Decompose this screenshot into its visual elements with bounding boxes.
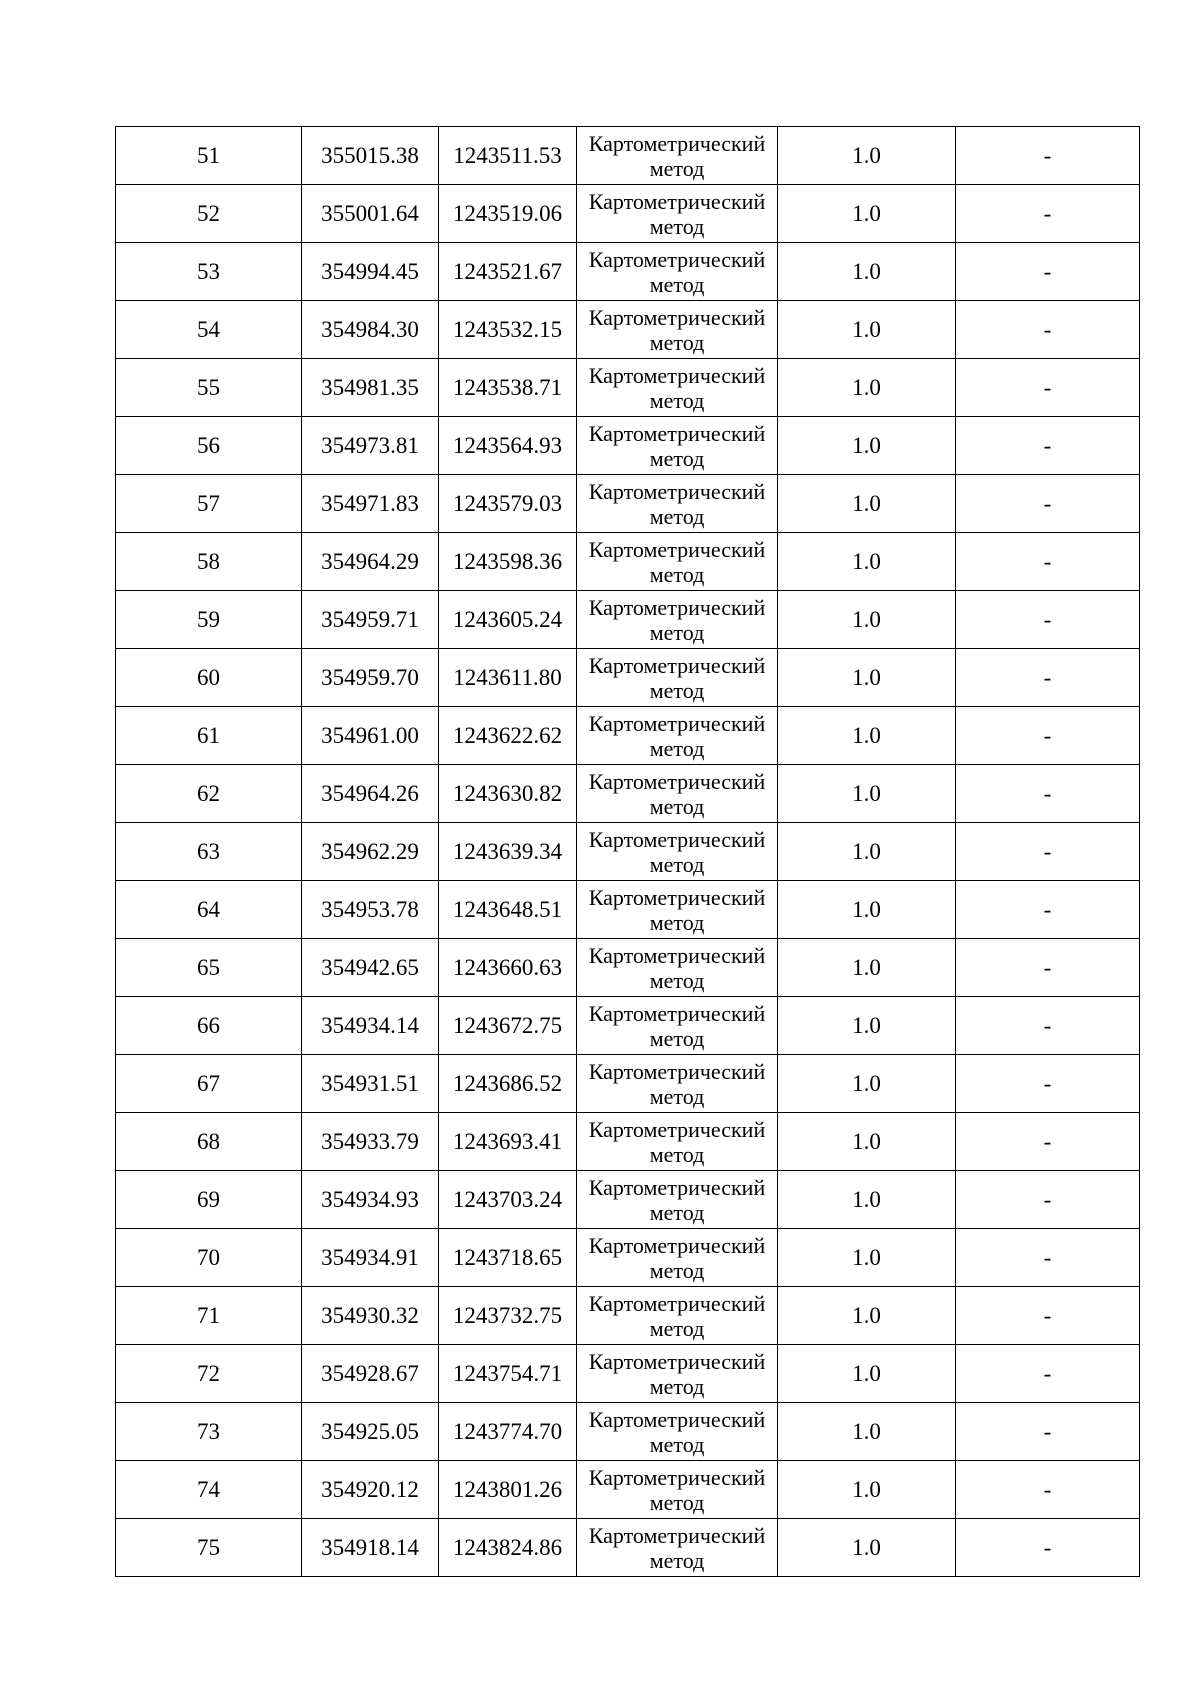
point-number-cell: 52 [116, 185, 302, 243]
x-coordinate-cell: 355015.38 [302, 127, 439, 185]
method-line-2: метод [649, 909, 705, 935]
table-row [116, 1403, 1140, 1461]
point-number-cell: 62 [116, 765, 302, 823]
point-number-cell: 75 [116, 1519, 302, 1577]
method-line-1: Картометрический [588, 942, 766, 968]
table-row [116, 1345, 1140, 1403]
x-coordinate-cell: 354959.70 [302, 649, 439, 707]
method-line-1: Картометрический [588, 536, 766, 562]
note-cell: - [956, 823, 1140, 881]
method-line-2: метод [649, 793, 705, 819]
table-row [116, 359, 1140, 417]
accuracy-cell: 1.0 [778, 997, 956, 1055]
accuracy-cell: 1.0 [778, 185, 956, 243]
note-cell: - [956, 359, 1140, 417]
point-number-cell: 66 [116, 997, 302, 1055]
note-cell: - [956, 1229, 1140, 1287]
y-coordinate-cell: 1243521.67 [439, 243, 577, 301]
accuracy-cell: 1.0 [778, 1287, 956, 1345]
method-cell [577, 939, 778, 997]
x-coordinate-cell: 354934.93 [302, 1171, 439, 1229]
method-line-1: Картометрический [588, 826, 766, 852]
note-cell: - [956, 1403, 1140, 1461]
note-cell: - [956, 649, 1140, 707]
point-number-cell: 51 [116, 127, 302, 185]
accuracy-cell: 1.0 [778, 1055, 956, 1113]
method-cell [577, 301, 778, 359]
y-coordinate-cell: 1243605.24 [439, 591, 577, 649]
accuracy-cell: 1.0 [778, 591, 956, 649]
method-cell [577, 359, 778, 417]
method-line-2: метод [649, 1489, 705, 1515]
y-coordinate-cell: 1243801.26 [439, 1461, 577, 1519]
note-cell: - [956, 475, 1140, 533]
y-coordinate-cell: 1243519.06 [439, 185, 577, 243]
y-coordinate-cell: 1243718.65 [439, 1229, 577, 1287]
method-line-2: метод [649, 155, 705, 181]
x-coordinate-cell: 354964.26 [302, 765, 439, 823]
accuracy-cell: 1.0 [778, 533, 956, 591]
method-line-1: Картометрический [588, 130, 766, 156]
x-coordinate-cell: 354933.79 [302, 1113, 439, 1171]
method-line-1: Картометрический [588, 1232, 766, 1258]
accuracy-cell: 1.0 [778, 707, 956, 765]
point-number-cell: 64 [116, 881, 302, 939]
note-cell: - [956, 1345, 1140, 1403]
note-cell: - [956, 243, 1140, 301]
accuracy-cell: 1.0 [778, 243, 956, 301]
accuracy-cell: 1.0 [778, 1461, 956, 1519]
note-cell: - [956, 591, 1140, 649]
method-line-1: Картометрический [588, 768, 766, 794]
point-number-cell: 67 [116, 1055, 302, 1113]
method-line-1: Картометрический [588, 246, 766, 272]
point-number-cell: 71 [116, 1287, 302, 1345]
x-coordinate-cell: 354984.30 [302, 301, 439, 359]
note-cell: - [956, 881, 1140, 939]
y-coordinate-cell: 1243622.62 [439, 707, 577, 765]
point-number-cell: 53 [116, 243, 302, 301]
table-row [116, 533, 1140, 591]
x-coordinate-cell: 354930.32 [302, 1287, 439, 1345]
y-coordinate-cell: 1243732.75 [439, 1287, 577, 1345]
method-line-1: Картометрический [588, 362, 766, 388]
y-coordinate-cell: 1243672.75 [439, 997, 577, 1055]
method-cell [577, 1403, 778, 1461]
point-number-cell: 63 [116, 823, 302, 881]
method-line-2: метод [649, 735, 705, 761]
method-line-2: метод [649, 1373, 705, 1399]
note-cell: - [956, 765, 1140, 823]
table-row [116, 1519, 1140, 1577]
method-line-2: метод [649, 387, 705, 413]
table-row [116, 1287, 1140, 1345]
note-cell: - [956, 127, 1140, 185]
x-coordinate-cell: 354973.81 [302, 417, 439, 475]
point-number-cell: 61 [116, 707, 302, 765]
method-line-1: Картометрический [588, 1406, 766, 1432]
method-line-1: Картометрический [588, 1464, 766, 1490]
coordinates-table [115, 126, 1140, 1577]
method-line-2: метод [649, 1199, 705, 1225]
method-cell [577, 1171, 778, 1229]
x-coordinate-cell: 354971.83 [302, 475, 439, 533]
method-cell [577, 533, 778, 591]
accuracy-cell: 1.0 [778, 1519, 956, 1577]
y-coordinate-cell: 1243630.82 [439, 765, 577, 823]
y-coordinate-cell: 1243639.34 [439, 823, 577, 881]
note-cell: - [956, 1113, 1140, 1171]
note-cell: - [956, 1171, 1140, 1229]
table-row [116, 881, 1140, 939]
table-row [116, 1171, 1140, 1229]
method-line-2: метод [649, 1315, 705, 1341]
method-cell [577, 1345, 778, 1403]
method-line-1: Картометрический [588, 1116, 766, 1142]
accuracy-cell: 1.0 [778, 823, 956, 881]
method-cell [577, 1229, 778, 1287]
table-row [116, 939, 1140, 997]
point-number-cell: 69 [116, 1171, 302, 1229]
x-coordinate-cell: 354942.65 [302, 939, 439, 997]
method-line-2: метод [649, 329, 705, 355]
method-line-2: метод [649, 619, 705, 645]
table-row [116, 1229, 1140, 1287]
x-coordinate-cell: 354962.29 [302, 823, 439, 881]
method-cell [577, 417, 778, 475]
x-coordinate-cell: 354920.12 [302, 1461, 439, 1519]
table-row [116, 591, 1140, 649]
coordinates-table-body [116, 127, 1140, 1577]
method-line-1: Картометрический [588, 594, 766, 620]
method-line-2: метод [649, 445, 705, 471]
accuracy-cell: 1.0 [778, 649, 956, 707]
method-cell [577, 765, 778, 823]
table-row [116, 185, 1140, 243]
note-cell: - [956, 533, 1140, 591]
y-coordinate-cell: 1243703.24 [439, 1171, 577, 1229]
x-coordinate-cell: 354934.14 [302, 997, 439, 1055]
method-cell [577, 707, 778, 765]
accuracy-cell: 1.0 [778, 1229, 956, 1287]
method-cell [577, 1055, 778, 1113]
note-cell: - [956, 1461, 1140, 1519]
method-cell [577, 243, 778, 301]
method-line-2: метод [649, 271, 705, 297]
point-number-cell: 68 [116, 1113, 302, 1171]
x-coordinate-cell: 354959.71 [302, 591, 439, 649]
x-coordinate-cell: 354994.45 [302, 243, 439, 301]
method-line-2: метод [649, 1083, 705, 1109]
y-coordinate-cell: 1243824.86 [439, 1519, 577, 1577]
note-cell: - [956, 1287, 1140, 1345]
table-row [116, 417, 1140, 475]
method-line-2: метод [649, 1431, 705, 1457]
accuracy-cell: 1.0 [778, 1113, 956, 1171]
method-line-2: метод [649, 213, 705, 239]
accuracy-cell: 1.0 [778, 1403, 956, 1461]
method-line-1: Картометрический [588, 420, 766, 446]
note-cell: - [956, 707, 1140, 765]
y-coordinate-cell: 1243660.63 [439, 939, 577, 997]
method-cell [577, 127, 778, 185]
point-number-cell: 57 [116, 475, 302, 533]
point-number-cell: 56 [116, 417, 302, 475]
x-coordinate-cell: 354931.51 [302, 1055, 439, 1113]
method-line-2: метод [649, 967, 705, 993]
table-row [116, 1113, 1140, 1171]
table-row [116, 765, 1140, 823]
point-number-cell: 54 [116, 301, 302, 359]
method-line-1: Картометрический [588, 1000, 766, 1026]
method-line-2: метод [649, 1025, 705, 1051]
table-row [116, 1461, 1140, 1519]
method-cell [577, 1287, 778, 1345]
y-coordinate-cell: 1243579.03 [439, 475, 577, 533]
x-coordinate-cell: 354953.78 [302, 881, 439, 939]
y-coordinate-cell: 1243564.93 [439, 417, 577, 475]
note-cell: - [956, 417, 1140, 475]
y-coordinate-cell: 1243511.53 [439, 127, 577, 185]
x-coordinate-cell: 354964.29 [302, 533, 439, 591]
point-number-cell: 55 [116, 359, 302, 417]
table-row [116, 707, 1140, 765]
method-line-2: метод [649, 561, 705, 587]
accuracy-cell: 1.0 [778, 475, 956, 533]
method-cell [577, 823, 778, 881]
method-line-1: Картометрический [588, 478, 766, 504]
point-number-cell: 70 [116, 1229, 302, 1287]
method-line-1: Картометрический [588, 1522, 766, 1548]
method-line-1: Картометрический [588, 1058, 766, 1084]
table-row [116, 649, 1140, 707]
table-row [116, 997, 1140, 1055]
table-row [116, 823, 1140, 881]
point-number-cell: 74 [116, 1461, 302, 1519]
point-number-cell: 59 [116, 591, 302, 649]
accuracy-cell: 1.0 [778, 765, 956, 823]
method-cell [577, 185, 778, 243]
accuracy-cell: 1.0 [778, 301, 956, 359]
y-coordinate-cell: 1243774.70 [439, 1403, 577, 1461]
method-line-2: метод [649, 677, 705, 703]
method-line-1: Картометрический [588, 304, 766, 330]
method-cell [577, 649, 778, 707]
x-coordinate-cell: 354925.05 [302, 1403, 439, 1461]
accuracy-cell: 1.0 [778, 1345, 956, 1403]
y-coordinate-cell: 1243648.51 [439, 881, 577, 939]
y-coordinate-cell: 1243754.71 [439, 1345, 577, 1403]
method-line-1: Картометрический [588, 1348, 766, 1374]
method-line-2: метод [649, 1141, 705, 1167]
method-cell [577, 1461, 778, 1519]
point-number-cell: 60 [116, 649, 302, 707]
x-coordinate-cell: 354918.14 [302, 1519, 439, 1577]
point-number-cell: 73 [116, 1403, 302, 1461]
y-coordinate-cell: 1243611.80 [439, 649, 577, 707]
method-line-1: Картометрический [588, 188, 766, 214]
accuracy-cell: 1.0 [778, 881, 956, 939]
method-line-1: Картометрический [588, 884, 766, 910]
accuracy-cell: 1.0 [778, 939, 956, 997]
y-coordinate-cell: 1243598.36 [439, 533, 577, 591]
x-coordinate-cell: 354961.00 [302, 707, 439, 765]
method-line-2: метод [649, 1257, 705, 1283]
method-cell [577, 475, 778, 533]
table-row [116, 301, 1140, 359]
x-coordinate-cell: 355001.64 [302, 185, 439, 243]
x-coordinate-cell: 354934.91 [302, 1229, 439, 1287]
accuracy-cell: 1.0 [778, 417, 956, 475]
method-line-1: Картометрический [588, 1290, 766, 1316]
y-coordinate-cell: 1243686.52 [439, 1055, 577, 1113]
table-row [116, 127, 1140, 185]
y-coordinate-cell: 1243532.15 [439, 301, 577, 359]
method-line-2: метод [649, 503, 705, 529]
method-line-2: метод [649, 1547, 705, 1573]
method-line-1: Картометрический [588, 710, 766, 736]
method-cell [577, 997, 778, 1055]
note-cell: - [956, 939, 1140, 997]
note-cell: - [956, 997, 1140, 1055]
accuracy-cell: 1.0 [778, 127, 956, 185]
y-coordinate-cell: 1243693.41 [439, 1113, 577, 1171]
note-cell: - [956, 301, 1140, 359]
method-cell [577, 591, 778, 649]
note-cell: - [956, 1519, 1140, 1577]
table-row [116, 1055, 1140, 1113]
y-coordinate-cell: 1243538.71 [439, 359, 577, 417]
x-coordinate-cell: 354981.35 [302, 359, 439, 417]
method-cell [577, 1519, 778, 1577]
method-line-1: Картометрический [588, 1174, 766, 1200]
method-line-1: Картометрический [588, 652, 766, 678]
note-cell: - [956, 1055, 1140, 1113]
method-line-2: метод [649, 851, 705, 877]
point-number-cell: 65 [116, 939, 302, 997]
table-row [116, 243, 1140, 301]
table-row [116, 475, 1140, 533]
accuracy-cell: 1.0 [778, 1171, 956, 1229]
method-cell [577, 1113, 778, 1171]
note-cell: - [956, 185, 1140, 243]
method-cell [577, 881, 778, 939]
point-number-cell: 72 [116, 1345, 302, 1403]
x-coordinate-cell: 354928.67 [302, 1345, 439, 1403]
accuracy-cell: 1.0 [778, 359, 956, 417]
point-number-cell: 58 [116, 533, 302, 591]
